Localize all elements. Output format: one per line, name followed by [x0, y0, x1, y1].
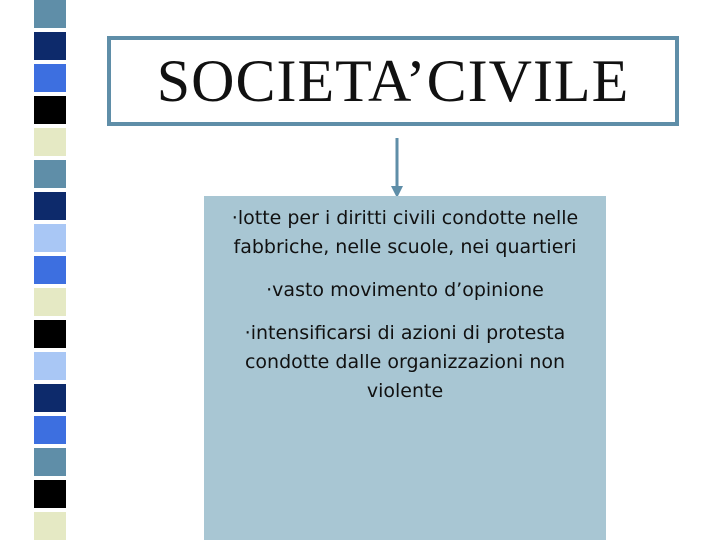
decorative-stripe — [34, 128, 66, 160]
bullet-item: ·lotte per i diritti civili condotte nelle fabbriche, nelle scuole, nei quartieri — [231, 207, 579, 258]
decorative-stripe — [34, 96, 66, 128]
bullet-item: ·intensificarsi di azioni di protesta condotte dalle organizzazioni non violente — [244, 322, 566, 402]
down-arrow-icon — [390, 138, 404, 198]
decorative-stripe — [34, 480, 66, 512]
decorative-stripe — [34, 352, 66, 384]
decorative-stripe — [34, 256, 66, 288]
slide-title: SOCIETA’CIVILE — [156, 47, 630, 114]
bullet-item: ·vasto movimento d’opinione — [266, 279, 544, 301]
decorative-stripe — [34, 448, 66, 480]
decorative-stripe — [34, 320, 66, 352]
decorative-stripe — [34, 160, 66, 192]
decorative-stripe — [34, 32, 66, 64]
decorative-stripe — [34, 384, 66, 416]
content-panel — [204, 196, 606, 540]
decorative-stripe — [34, 0, 66, 32]
decorative-stripe — [34, 416, 66, 448]
decorative-stripe — [34, 288, 66, 320]
decorative-stripe — [34, 512, 66, 544]
decorative-stripe-column — [34, 0, 66, 540]
decorative-stripe — [34, 192, 66, 224]
decorative-stripe — [34, 224, 66, 256]
title-box — [107, 36, 679, 126]
decorative-stripe — [34, 64, 66, 96]
